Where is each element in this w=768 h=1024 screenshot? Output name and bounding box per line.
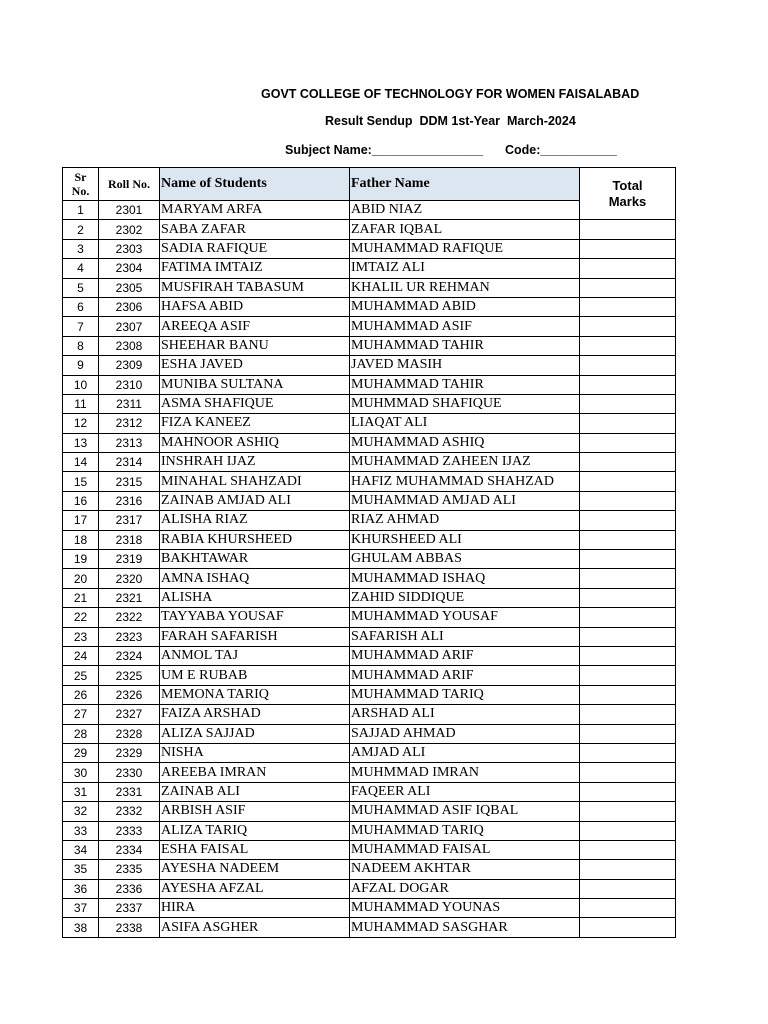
student-name-cell: FARAH SAFARISH xyxy=(160,627,350,646)
total-marks-cell[interactable] xyxy=(580,259,676,278)
student-name-cell: RABIA KHURSHEED xyxy=(160,530,350,549)
father-name-cell: MUHAMMAD TARIQ xyxy=(350,685,580,704)
father-name-cell: MUHAMMAD ARIF xyxy=(350,646,580,665)
table-header-row xyxy=(63,168,676,201)
table-row xyxy=(63,278,676,297)
table-row xyxy=(63,899,676,918)
father-name-cell: MUHAMMAD ISHAQ xyxy=(350,569,580,588)
total-marks-cell[interactable] xyxy=(580,491,676,510)
column-header-sr: Sr No. xyxy=(63,168,99,201)
student-name-cell: SABA ZAFAR xyxy=(160,220,350,239)
total-marks-cell[interactable] xyxy=(580,278,676,297)
roll-number-cell: 2336 xyxy=(99,879,160,898)
roll-number-cell: 2335 xyxy=(99,860,160,879)
father-name-cell: JAVED MASIH xyxy=(350,356,580,375)
table-row xyxy=(63,821,676,840)
father-name-cell: KHURSHEED ALI xyxy=(350,530,580,549)
table-row xyxy=(63,375,676,394)
student-name-cell: ANMOL TAJ xyxy=(160,646,350,665)
total-marks-cell[interactable] xyxy=(580,627,676,646)
table-row xyxy=(63,336,676,355)
roll-number-cell: 2323 xyxy=(99,627,160,646)
student-name-cell: MUNIBA SULTANA xyxy=(160,375,350,394)
roll-number-cell: 2325 xyxy=(99,666,160,685)
column-header-total: Total Marks xyxy=(580,168,676,220)
sr-cell: 7 xyxy=(63,317,99,336)
table-row xyxy=(63,511,676,530)
sr-cell: 13 xyxy=(63,433,99,452)
roll-number-cell: 2332 xyxy=(99,802,160,821)
roll-number-cell: 2326 xyxy=(99,685,160,704)
roll-number-cell: 2331 xyxy=(99,782,160,801)
total-marks-cell[interactable] xyxy=(580,782,676,801)
student-name-cell: UM E RUBAB xyxy=(160,666,350,685)
father-name-cell: MUHAMMAD YOUNAS xyxy=(350,899,580,918)
student-name-cell: SHEEHAR BANU xyxy=(160,336,350,355)
roll-number-cell: 2324 xyxy=(99,646,160,665)
father-name-cell: GHULAM ABBAS xyxy=(350,550,580,569)
student-name-cell: ASIFA ASGHER xyxy=(160,918,350,937)
sr-cell: 37 xyxy=(63,899,99,918)
table-row xyxy=(63,763,676,782)
sr-cell: 34 xyxy=(63,840,99,859)
sr-cell: 28 xyxy=(63,724,99,743)
roll-number-cell: 2304 xyxy=(99,259,160,278)
student-name-cell: ESHA JAVED xyxy=(160,356,350,375)
roll-number-cell: 2337 xyxy=(99,899,160,918)
column-header-name: Name of Students xyxy=(160,168,350,201)
student-name-cell: MINAHAL SHAHZADI xyxy=(160,472,350,491)
table-row xyxy=(63,802,676,821)
table-row xyxy=(63,918,676,937)
roll-number-cell: 2329 xyxy=(99,743,160,762)
student-name-cell: AYESHA AFZAL xyxy=(160,879,350,898)
father-name-cell: MUHAMMAD TAHIR xyxy=(350,375,580,394)
sr-cell: 11 xyxy=(63,394,99,413)
roll-number-cell: 2330 xyxy=(99,763,160,782)
father-name-cell: MUHAMMAD TAHIR xyxy=(350,336,580,355)
father-name-cell: MUHMMAD SHAFIQUE xyxy=(350,394,580,413)
table-row xyxy=(63,297,676,316)
total-marks-cell[interactable] xyxy=(580,569,676,588)
father-name-cell: MUHAMMAD AMJAD ALI xyxy=(350,491,580,510)
sr-cell: 23 xyxy=(63,627,99,646)
table-row xyxy=(63,569,676,588)
father-name-cell: FAQEER ALI xyxy=(350,782,580,801)
roll-number-cell: 2308 xyxy=(99,336,160,355)
student-name-cell: SADIA RAFIQUE xyxy=(160,239,350,258)
roll-number-cell: 2307 xyxy=(99,317,160,336)
sr-cell: 6 xyxy=(63,297,99,316)
sr-cell: 31 xyxy=(63,782,99,801)
father-name-cell: MUHAMMAD FAISAL xyxy=(350,840,580,859)
sr-cell: 35 xyxy=(63,860,99,879)
roll-number-cell: 2303 xyxy=(99,239,160,258)
father-name-cell: AFZAL DOGAR xyxy=(350,879,580,898)
result-title: Result Sendup DDM 1st-Year March-2024 xyxy=(325,114,576,128)
sr-cell: 8 xyxy=(63,336,99,355)
student-name-cell: MARYAM ARFA xyxy=(160,201,350,220)
student-name-cell: MEMONA TARIQ xyxy=(160,685,350,704)
sr-cell: 33 xyxy=(63,821,99,840)
results-table xyxy=(62,167,676,938)
total-marks-cell[interactable] xyxy=(580,802,676,821)
father-name-cell: MUHAMMAD ARIF xyxy=(350,666,580,685)
total-marks-cell[interactable] xyxy=(580,918,676,937)
sr-cell: 2 xyxy=(63,220,99,239)
total-marks-cell[interactable] xyxy=(580,763,676,782)
total-marks-cell[interactable] xyxy=(580,336,676,355)
sr-cell: 36 xyxy=(63,879,99,898)
student-name-cell: BAKHTAWAR xyxy=(160,550,350,569)
sr-cell: 18 xyxy=(63,530,99,549)
total-marks-cell[interactable] xyxy=(580,356,676,375)
table-row xyxy=(63,743,676,762)
total-marks-cell[interactable] xyxy=(580,511,676,530)
table-row xyxy=(63,472,676,491)
roll-number-cell: 2310 xyxy=(99,375,160,394)
table-row xyxy=(63,317,676,336)
total-marks-cell[interactable] xyxy=(580,705,676,724)
sr-cell: 3 xyxy=(63,239,99,258)
student-name-cell: ALIZA TARIQ xyxy=(160,821,350,840)
roll-number-cell: 2322 xyxy=(99,608,160,627)
table-row xyxy=(63,453,676,472)
roll-number-cell: 2328 xyxy=(99,724,160,743)
student-name-cell: ALIZA SAJJAD xyxy=(160,724,350,743)
table-row xyxy=(63,782,676,801)
father-name-cell: ARSHAD ALI xyxy=(350,705,580,724)
total-marks-cell[interactable] xyxy=(580,530,676,549)
roll-number-cell: 2319 xyxy=(99,550,160,569)
student-name-cell: HIRA xyxy=(160,899,350,918)
student-name-cell: AYESHA NADEEM xyxy=(160,860,350,879)
sr-cell: 25 xyxy=(63,666,99,685)
student-name-cell: FIZA KANEEZ xyxy=(160,414,350,433)
total-marks-cell[interactable] xyxy=(580,317,676,336)
student-name-cell: FAIZA ARSHAD xyxy=(160,705,350,724)
total-marks-cell[interactable] xyxy=(580,860,676,879)
table-row xyxy=(63,394,676,413)
sr-cell: 19 xyxy=(63,550,99,569)
father-name-cell: MUHAMMAD ASHIQ xyxy=(350,433,580,452)
roll-number-cell: 2338 xyxy=(99,918,160,937)
table-row xyxy=(63,705,676,724)
subject-name-field: Subject Name:________________ xyxy=(285,143,484,157)
table-row xyxy=(63,608,676,627)
total-marks-cell[interactable] xyxy=(580,743,676,762)
roll-number-cell: 2320 xyxy=(99,569,160,588)
table-row xyxy=(63,220,676,239)
roll-number-cell: 2316 xyxy=(99,491,160,510)
father-name-cell: NADEEM AKHTAR xyxy=(350,860,580,879)
sr-cell: 22 xyxy=(63,608,99,627)
student-name-cell: INSHRAH IJAZ xyxy=(160,453,350,472)
code-field: Code:___________ xyxy=(505,143,617,157)
total-marks-cell[interactable] xyxy=(580,646,676,665)
total-marks-cell[interactable] xyxy=(580,453,676,472)
father-name-cell: MUHAMMAD ABID xyxy=(350,297,580,316)
roll-number-cell: 2318 xyxy=(99,530,160,549)
sr-cell: 10 xyxy=(63,375,99,394)
total-marks-cell[interactable] xyxy=(580,239,676,258)
sr-cell: 32 xyxy=(63,802,99,821)
total-marks-cell[interactable] xyxy=(580,375,676,394)
total-marks-cell[interactable] xyxy=(580,608,676,627)
column-header-roll: Roll No. xyxy=(99,168,160,201)
table-row xyxy=(63,588,676,607)
roll-number-cell: 2313 xyxy=(99,433,160,452)
table-row xyxy=(63,239,676,258)
father-name-cell: MUHAMMAD TARIQ xyxy=(350,821,580,840)
total-marks-cell[interactable] xyxy=(580,394,676,413)
student-name-cell: ZAINAB ALI xyxy=(160,782,350,801)
total-marks-cell[interactable] xyxy=(580,840,676,859)
sr-cell: 38 xyxy=(63,918,99,937)
sr-cell: 24 xyxy=(63,646,99,665)
roll-number-cell: 2334 xyxy=(99,840,160,859)
student-name-cell: AREEBA IMRAN xyxy=(160,763,350,782)
table-body xyxy=(63,220,676,937)
table-row xyxy=(63,666,676,685)
column-header-father: Father Name xyxy=(350,168,580,201)
table-row xyxy=(63,879,676,898)
sr-cell: 14 xyxy=(63,453,99,472)
father-name-cell: RIAZ AHMAD xyxy=(350,511,580,530)
total-marks-cell[interactable] xyxy=(580,433,676,452)
sr-cell: 1 xyxy=(63,201,99,220)
sr-cell: 27 xyxy=(63,705,99,724)
total-marks-cell[interactable] xyxy=(580,685,676,704)
father-name-cell: SAJJAD AHMAD xyxy=(350,724,580,743)
table-row xyxy=(63,491,676,510)
roll-number-cell: 2312 xyxy=(99,414,160,433)
table-row xyxy=(63,685,676,704)
table-row xyxy=(63,646,676,665)
table-row xyxy=(63,627,676,646)
total-marks-cell[interactable] xyxy=(580,297,676,316)
roll-number-cell: 2314 xyxy=(99,453,160,472)
student-name-cell: HAFSA ABID xyxy=(160,297,350,316)
total-marks-cell[interactable] xyxy=(580,666,676,685)
total-marks-cell[interactable] xyxy=(580,550,676,569)
table-row xyxy=(63,414,676,433)
student-name-cell: ALISHA xyxy=(160,588,350,607)
total-marks-cell[interactable] xyxy=(580,821,676,840)
roll-number-cell: 2301 xyxy=(99,201,160,220)
student-name-cell: FATIMA IMTAIZ xyxy=(160,259,350,278)
sr-cell: 4 xyxy=(63,259,99,278)
father-name-cell: MUHAMMAD SASGHAR xyxy=(350,918,580,937)
father-name-cell: HAFIZ MUHAMMAD SHAHZAD xyxy=(350,472,580,491)
roll-number-cell: 2309 xyxy=(99,356,160,375)
sr-cell: 5 xyxy=(63,278,99,297)
student-name-cell: ESHA FAISAL xyxy=(160,840,350,859)
father-name-cell: AMJAD ALI xyxy=(350,743,580,762)
roll-number-cell: 2317 xyxy=(99,511,160,530)
father-name-cell: MUHAMMAD RAFIQUE xyxy=(350,239,580,258)
total-marks-cell[interactable] xyxy=(580,414,676,433)
father-name-cell: MUHAMMAD ZAHEEN IJAZ xyxy=(350,453,580,472)
total-marks-cell[interactable] xyxy=(580,472,676,491)
father-name-cell: MUHAMMAD ASIF xyxy=(350,317,580,336)
total-marks-cell[interactable] xyxy=(580,220,676,239)
sr-cell: 26 xyxy=(63,685,99,704)
roll-number-cell: 2333 xyxy=(99,821,160,840)
table-row xyxy=(63,840,676,859)
student-name-cell: MUSFIRAH TABASUM xyxy=(160,278,350,297)
sr-cell: 21 xyxy=(63,588,99,607)
sr-cell: 17 xyxy=(63,511,99,530)
student-name-cell: ARBISH ASIF xyxy=(160,802,350,821)
student-name-cell: AMNA ISHAQ xyxy=(160,569,350,588)
roll-number-cell: 2311 xyxy=(99,394,160,413)
father-name-cell: LIAQAT ALI xyxy=(350,414,580,433)
table-row xyxy=(63,259,676,278)
sr-cell: 9 xyxy=(63,356,99,375)
table-row xyxy=(63,860,676,879)
father-name-cell: ZAFAR IQBAL xyxy=(350,220,580,239)
roll-number-cell: 2327 xyxy=(99,705,160,724)
student-name-cell: TAYYABA YOUSAF xyxy=(160,608,350,627)
student-name-cell: ALISHA RIAZ xyxy=(160,511,350,530)
roll-number-cell: 2321 xyxy=(99,588,160,607)
table-row xyxy=(63,433,676,452)
student-name-cell: ZAINAB AMJAD ALI xyxy=(160,491,350,510)
sr-cell: 30 xyxy=(63,763,99,782)
student-name-cell: NISHA xyxy=(160,743,350,762)
father-name-cell: ABID NIAZ xyxy=(350,201,580,220)
roll-number-cell: 2306 xyxy=(99,297,160,316)
father-name-cell: IMTAIZ ALI xyxy=(350,259,580,278)
sr-cell: 16 xyxy=(63,491,99,510)
total-marks-cell[interactable] xyxy=(580,879,676,898)
institution-title-text: GOVT COLLEGE OF TECHNOLOGY FOR WOMEN FAISALABAD xyxy=(261,87,640,101)
sr-cell: 29 xyxy=(63,743,99,762)
total-marks-cell[interactable] xyxy=(580,899,676,918)
roll-number-cell: 2302 xyxy=(99,220,160,239)
student-name-cell: MAHNOOR ASHIQ xyxy=(160,433,350,452)
father-name-cell: ZAHID SIDDIQUE xyxy=(350,588,580,607)
sr-cell: 20 xyxy=(63,569,99,588)
father-name-cell: MUHAMMAD ASIF IQBAL xyxy=(350,802,580,821)
father-name-cell: MUHMMAD IMRAN xyxy=(350,763,580,782)
father-name-cell: SAFARISH ALI xyxy=(350,627,580,646)
roll-number-cell: 2315 xyxy=(99,472,160,491)
sr-cell: 15 xyxy=(63,472,99,491)
table-row xyxy=(63,530,676,549)
total-marks-cell[interactable] xyxy=(580,724,676,743)
roll-number-cell: 2305 xyxy=(99,278,160,297)
table-row xyxy=(63,356,676,375)
father-name-cell: KHALIL UR REHMAN xyxy=(350,278,580,297)
student-name-cell: AREEQA ASIF xyxy=(160,317,350,336)
student-name-cell: ASMA SHAFIQUE xyxy=(160,394,350,413)
total-marks-cell[interactable] xyxy=(580,588,676,607)
table-row xyxy=(63,724,676,743)
sr-cell: 12 xyxy=(63,414,99,433)
father-name-cell: MUHAMMAD YOUSAF xyxy=(350,608,580,627)
table-row xyxy=(63,550,676,569)
